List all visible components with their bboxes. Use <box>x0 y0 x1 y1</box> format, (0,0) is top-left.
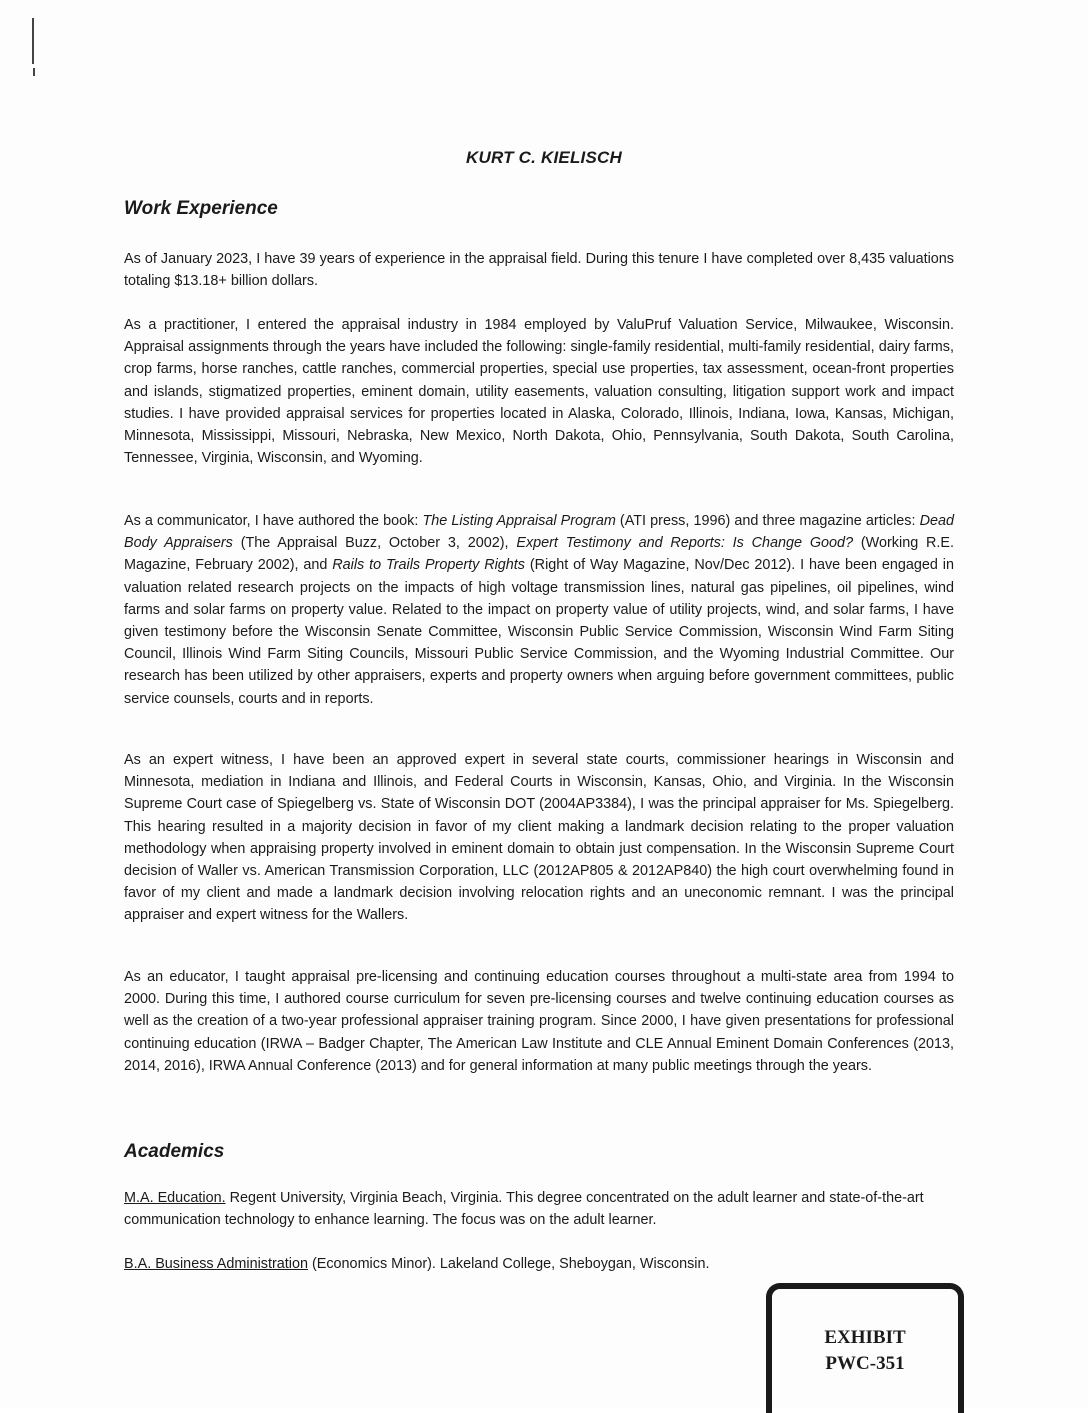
work-paragraph-2: As a practitioner, I entered the appraisal industry in 1984 employed by ValuPruf Valuation Service, Milwaukee, Wisconsin. Appraisal assignments through the years have included the following: single-family residential, multi-family residential, dairy farms, crop farms, horse ranches, cattle ranches, commercial properties, special use properties, tax assessment, ocean-front properties and islands, stigmatized properties, eminent domain, utility easements, valuation consulting, litigation support work and impact studies. I have provided appraisal services for properties located in Alaska, Colorado, Illinois, Indiana, Iowa, Kansas, Michigan, Minnesota, Mississippi, Missouri, Nebraska, New Mexico, North Dakota, Ohio, Pennsylvania, South Dakota, South Carolina, Tennessee, Virginia, Wisconsin, and Wyoming. <box>124 317 954 467</box>
p3-text-e: (Right of Way Magazine, Nov/Dec 2012). I have been engaged in valuation related research projects on the impacts of high voltage transmission lines, natural gas pipelines, oil pipelines, wind farms and solar farms on property value. Related to the impact on property value of utility projects, wind, and solar farms, I have given testimony before the Wisconsin Senate Committee, Wisconsin Public Service Commission, Wisconsin Wind Farm Siting Council, Illinois Wind Farm Siting Councils, Missouri Public Service Commission, and the Wyoming Industrial Committee. Our research has been utilized by other appraisers, experts and property owners when arguing before government committees, public service counsels, courts and in reports. <box>124 557 955 707</box>
work-paragraph-5: As an educator, I taught appraisal pre-licensing and continuing education courses throughout a multi-state area from 1994 to 2000. During this time, I authored course curriculum for seven pre-licensing courses and twelve continuing education courses as well as the creation of a two-year professional appraiser training program. Since 2000, I have given presentations for professional continuing education (IRWA – Badger Chapter, The American Law Institute and CLE Annual Eminent Domain Conferences (2013, 2014, 2016), IRWA Annual Conference (2013) and for general information at many public meetings through the years. <box>124 969 954 1074</box>
ba-degree: B.A. Business Administration <box>124 1256 308 1272</box>
academics-heading: Academics <box>124 1141 225 1162</box>
p3-text-a: As a communicator, I have authored the book: <box>124 513 423 529</box>
work-experience-heading: Work Experience <box>124 198 278 219</box>
book-title: The Listing Appraisal Program <box>422 513 616 529</box>
p3-text-d: (Working R.E. Magazine, February 2002), and <box>124 535 955 574</box>
document-title: KURT C. KIELISCH <box>466 148 622 167</box>
p3-text-c: (The Appraisal Buzz, October 3, 2002), <box>232 535 517 552</box>
p3-text-b: (ATI press, 1996) and three magazine articles: <box>615 513 920 529</box>
scan-artifact-dot <box>33 68 35 76</box>
ma-text: Regent University, Virginia Beach, Virginia. This degree concentrated on the adult learner and state-of-the-art communication technology to enhance learning. The focus was on the adult learner. <box>124 1190 924 1229</box>
article-title-3: Rails to Trails Property Rights <box>332 557 526 574</box>
exhibit-stamp <box>766 1283 964 1413</box>
academics-ma <box>124 1187 954 1231</box>
exhibit-number: PWC-351 <box>825 1353 905 1374</box>
article-title-1: Dead Body Appraisers <box>124 513 954 552</box>
academics-ba <box>124 1253 954 1275</box>
ba-text: (Economics Minor). Lakeland College, Sheboygan, Wisconsin. <box>307 1256 710 1272</box>
work-paragraph-1: As of January 2023, I have 39 years of experience in the appraisal field. During this tenure I have completed over 8,435 valuations totaling $13.18+ billion dollars. <box>124 251 954 290</box>
work-paragraph-3 <box>124 510 954 710</box>
work-paragraph-4: As an expert witness, I have been an approved expert in several state courts, commissioner hearings in Wisconsin and Minnesota, mediation in Indiana and Illinois, and Federal Courts in Wisconsin, Kansas, Ohio, and Virginia. In the Wisconsin Supreme Court case of Spiegelberg vs. State of Wisconsin DOT (2004AP3384), I was the principal appraiser for Ms. Spiegelberg. This hearing resulted in a majority decision in favor of my client making a landmark decision relating to the proper valuation methodology when appraising property involved in eminent domain to obtain just compensation. In the Wisconsin Supreme Court decision of Waller vs. American Transmission Corporation, LLC (2012AP805 & 2012AP840) the high court overwhelming found in favor of my client and made a landmark decision involving relocation rights and an uneconomic remnant. I was the principal appraiser and expert witness for the Wallers. <box>124 752 954 924</box>
scan-artifact-mark <box>32 18 34 64</box>
ma-degree: M.A. Education. <box>124 1190 226 1206</box>
exhibit-label: EXHIBIT <box>824 1327 906 1348</box>
article-title-2: Expert Testimony and Reports: Is Change Good? <box>516 535 854 552</box>
